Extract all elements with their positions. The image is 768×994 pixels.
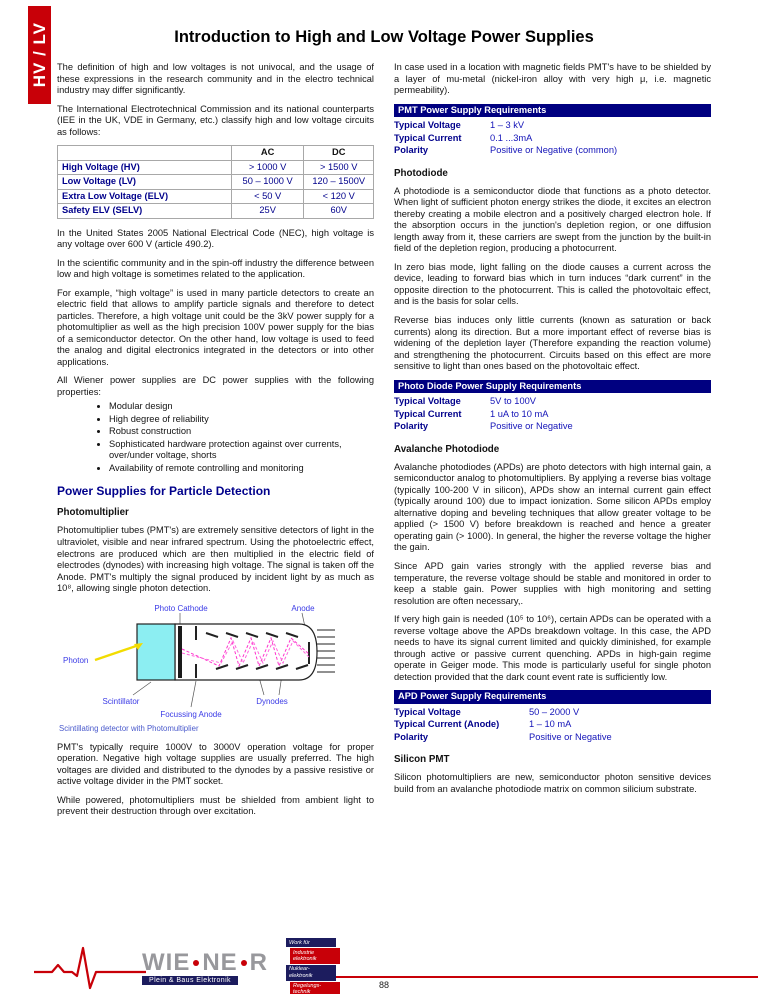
apd-requirements-block — [394, 690, 711, 743]
pmt-diagram-graphic — [59, 602, 369, 720]
requirement-value: 1 – 3 kV — [490, 120, 525, 131]
badge: Nuklear- elektronik — [286, 965, 336, 981]
logo-part: WIE — [142, 949, 191, 976]
requirement-value: Positive or Negative — [490, 421, 573, 432]
row-ac-value: 50 – 1000 V — [231, 175, 304, 190]
hv-lv-sidebar-tab — [28, 6, 51, 104]
table-header-dc: DC — [304, 146, 374, 161]
requirement-value: 50 – 2000 V — [529, 706, 580, 717]
logo-dot — [193, 960, 199, 966]
heading-silicon-pmt: Silicon PMT — [394, 754, 450, 766]
paragraph-nec: In the United States 2005 National Electrical Code (NEC), high voltage is any voltage over 600 V (article 490.2). — [57, 227, 374, 250]
logo-badges — [286, 938, 340, 994]
row-dc-value: > 1500 V — [304, 160, 374, 175]
requirements-header: Photo Diode Power Supply Requirements — [394, 380, 711, 394]
requirement-row — [394, 706, 711, 719]
heading-photodiode: Photodiode — [394, 167, 448, 179]
pmt-diagram — [59, 602, 374, 724]
logo-subtitle: Plein & Baus Elektronik — [142, 976, 238, 985]
paragraph-wiener-properties: All Wiener power supplies are DC power supplies with the following properties: — [57, 375, 374, 397]
paragraph-photodiode-3: Reverse bias induces only little currents (known as saturation or back currents) along its direction. But a more important effect of reverse bias is widening of the depletion layer (Therefore expanding the reaction volume) and strengthening the photocurrent. Circuits based on this effect are more sensitive to light than ones based on the photovoltaic effect. — [394, 315, 711, 372]
scintillator-block — [137, 624, 175, 680]
logo-dot — [241, 960, 247, 966]
properties-list — [109, 401, 374, 474]
paragraph-pmt-intro: Photomultiplier tubes (PMT's) are extremely sensitive detectors of light in the ultraviolet, visible and near infrared spectrum. Using the photoelectric effect, electrons are produced which are then multiplied in the electric field of electrodes (dynodes) with increasing high voltage. The signal is taken off the Anode. PMT's multiply the signal produced by incident light by as much as 10⁸, allowing single photon detection. — [57, 525, 374, 594]
requirement-row — [394, 395, 711, 408]
wiener-logo-text — [142, 951, 268, 975]
list-item: • Availability of remote controlling and monitoring — [109, 463, 374, 475]
page-footer — [0, 936, 768, 994]
left-column — [57, 62, 374, 825]
row-label: Extra Low Voltage (ELV) — [58, 189, 232, 204]
badge: Work für — [286, 938, 336, 947]
row-dc-value: 120 – 1500V — [304, 175, 374, 190]
list-item: • Modular design — [109, 401, 374, 413]
paragraph-photodiode-1: A photodiode is a semiconductor diode that functions as a photo detector. When light of sufficient photon energy strikes the diode, it excites an electron thereby creating a mobile electron and a positively charged electron hole. If the absorption occurs in the junction's depletion region, or one diffusion length away from it, these carriers are swept from the junction by the built-in field of the depletion region, producing a photocurrent. — [394, 185, 711, 254]
dynodes-label: Dynodes — [256, 696, 288, 706]
paragraph-apd-3: If very high gain is needed (10⁵ to 10⁶), certain APDs can be operated with a reverse voltage above the APDs breakdown voltage. In this case, the APD needs to have its signal current limited and quickly diminished, for example through active or passive current quenching. APDs in high-gain regime operate in Geiger mode. This mode is particularly useful for single photon detection provided that the dark count event rate is sufficiently low. — [394, 614, 711, 682]
requirement-label: Polarity — [394, 731, 429, 742]
table-row — [58, 204, 374, 219]
anode-label: Anode — [291, 603, 315, 613]
footer-rule — [296, 976, 758, 978]
table-row — [58, 189, 374, 204]
row-ac-value: < 50 V — [231, 189, 304, 204]
paragraph-definition: The definition of high and low voltages is not univocal, and the usage of these expressions in the research community and in the electro technical industry may differ significantly. — [57, 62, 374, 96]
table-header-row — [58, 146, 374, 161]
requirement-row — [394, 420, 711, 433]
paragraph-iec: The International Electrotechnical Commission and its national counterparts (IEE in the UK, VDE in Germany, etc.) classify high and low voltage circuits as follows: — [57, 103, 374, 137]
paragraph-pmt-shielding: While powered, photomultipliers must be shielded from ambient light to prevent their destruction through over excitation. — [57, 794, 374, 817]
paragraph-pmt-voltage: PMT's typically require 1000V to 3000V operation voltage for proper operation. Negative high voltage supplies are usually preferred. The high voltages are divided and distributed to the dynodes by a passive resistive or active voltage divider in the PMT socket. — [57, 741, 374, 787]
table-row — [58, 160, 374, 175]
section-heading-particle-detection: Power Supplies for Particle Detection — [57, 484, 271, 499]
diagram-caption: Scintillating detector with Photomultiplier — [59, 724, 199, 734]
hv-lv-label: HV / LV — [29, 22, 49, 88]
table-header-ac: AC — [231, 146, 304, 161]
scintillator-label: Scintillator — [102, 696, 140, 706]
photocathode-bar — [178, 626, 182, 678]
requirement-row — [394, 718, 711, 731]
row-ac-value: > 1000 V — [231, 160, 304, 175]
page-title: Introduction to High and Low Voltage Power Supplies — [174, 28, 594, 46]
paragraph-silicon-pmt: Silicon photomultipliers are new, semiconductor photon sensitive devices build from an avalanche photodiode matrix on common silicium substrate. — [394, 772, 711, 794]
requirement-row — [394, 144, 711, 157]
requirements-header: APD Power Supply Requirements — [394, 690, 711, 704]
paragraph-apd-1: Avalanche photodiodes (APDs) are photo detectors with high internal gain, a semiconductor analog to photomultipliers. By applying a reverse bias voltage (typically 100-200 V in silicon), APDs show an internal current gain effect (typically around 100) due to impact ionization. Some silicon APDs employ alternative doping and beveling techniques that allow greater voltage to be applied (> 1500 V) before breakdown is reached and hence a greater operating gain (> 1000). In general, the higher the reverse voltage the higher the gain. — [394, 461, 711, 553]
photo-cathode-label: Photo Cathode — [154, 603, 208, 613]
heading-avalanche-photodiode: Avalanche Photodiode — [394, 443, 500, 455]
table-row — [58, 175, 374, 190]
content-columns — [57, 62, 711, 825]
row-label: Low Voltage (LV) — [58, 175, 232, 190]
requirement-row — [394, 408, 711, 421]
requirement-label: Typical Voltage — [394, 120, 461, 131]
heading-photomultiplier: Photomultiplier — [57, 507, 129, 519]
photodiode-requirements-block — [394, 380, 711, 433]
requirement-value: 1 – 10 mA — [529, 719, 572, 730]
voltage-classification-table — [57, 145, 374, 219]
paragraph-mu-metal: In case used in a location with magnetic fields PMT's have to be shielded by a layer of mu-metal (nickel-iron alloy with very high μ, i.e. magnetic permeability). — [394, 62, 711, 96]
requirement-value: 0.1 ...3mA — [490, 132, 533, 143]
focussing-anode-label: Focussing Anode — [160, 709, 222, 719]
page-number: 88 — [378, 980, 389, 990]
right-column — [394, 62, 711, 825]
paragraph-photodiode-2: In zero bias mode, light falling on the diode causes a current across the device, leading to forward bias which in turn induces “dark current” in the opposite direction to the photocurrent. This is called the photovoltaic effect, and is the basis for solar cells. — [394, 261, 711, 307]
requirement-label: Polarity — [394, 421, 429, 432]
badge: Regelungs- technik — [290, 982, 340, 994]
requirement-label: Polarity — [394, 145, 429, 156]
list-item: • Sophisticated hardware protection against over currents, over/under voltage, shorts — [109, 439, 374, 462]
pmt-base-pins — [317, 630, 335, 672]
list-item: • High degree of reliability — [109, 414, 374, 426]
requirement-value: 1 uA to 10 mA — [490, 408, 549, 419]
row-ac-value: 25V — [231, 204, 304, 219]
photon-arrow — [95, 645, 139, 660]
table-header-empty — [58, 146, 232, 161]
photon-label: Photon — [63, 655, 89, 665]
requirement-label: Typical Current — [394, 408, 462, 419]
requirement-label: Typical Voltage — [394, 396, 461, 407]
requirement-row — [394, 132, 711, 145]
paragraph-apd-2: Since APD gain varies strongly with the applied reverse bias and temperature, the reverse voltage should be stable and monitored in order to keep a stable gain. Power supplies with high monitoring and setting resolution are often necessary,. — [394, 561, 711, 606]
badge: Industrie elektronik — [290, 948, 340, 964]
paragraph-example: For example, “high voltage” is used in many particle detectors to create an electric field that allows to amplify particle signals and therefore to detect particles. Therefore, a high voltage unit could be the 3kV power supply for a photomultiplier as well as the high precision 100V power supply for the bias of a semiconductor detector. On the other hand, low voltage is used to feed the analog and digital electronics integrated in the detectors or into other applications. — [57, 287, 374, 367]
row-label: High Voltage (HV) — [58, 160, 232, 175]
pmt-requirements-block — [394, 104, 711, 157]
paragraph-scientific: In the scientific community and in the spin-off industry the difference between low and high voltage is sometimes related to the application. — [57, 257, 374, 280]
requirements-header: PMT Power Supply Requirements — [394, 104, 711, 118]
row-dc-value: < 120 V — [304, 189, 374, 204]
requirement-row — [394, 119, 711, 132]
row-label: Safety ELV (SELV) — [58, 204, 232, 219]
logo-part: R — [249, 949, 269, 976]
requirement-label: Typical Voltage — [394, 706, 461, 717]
requirement-label: Typical Current — [394, 132, 462, 143]
list-item: • Robust construction — [109, 426, 374, 438]
logo-part: NE — [202, 949, 238, 976]
requirement-value: Positive or Negative (common) — [490, 145, 618, 156]
requirement-label: Typical Current (Anode) — [394, 719, 500, 730]
requirement-row — [394, 731, 711, 744]
requirement-value: 5V to 100V — [490, 396, 537, 407]
requirement-value: Positive or Negative — [529, 731, 612, 742]
row-dc-value: 60V — [304, 204, 374, 219]
